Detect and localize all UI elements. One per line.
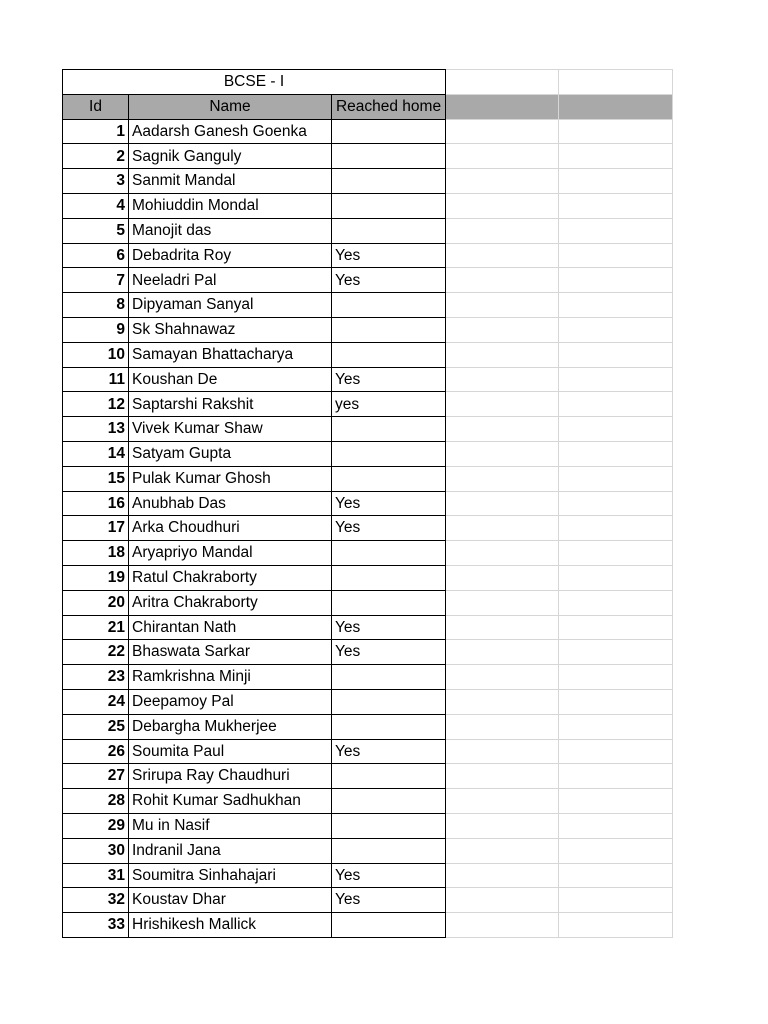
row-id: 10: [63, 342, 129, 367]
row-id: 32: [63, 888, 129, 913]
row-name: Srirupa Ray Chaudhuri: [129, 764, 332, 789]
table-row: [63, 665, 673, 690]
row-name: Ramkrishna Minji: [129, 665, 332, 690]
table-row: [63, 813, 673, 838]
empty-cell: [559, 144, 673, 169]
row-reached-home: yes: [332, 392, 446, 417]
empty-cell: [446, 491, 559, 516]
empty-cell: [559, 888, 673, 913]
row-id: 14: [63, 441, 129, 466]
row-id: 17: [63, 516, 129, 541]
empty-cell: [559, 193, 673, 218]
empty-header-cell: [446, 94, 559, 119]
table-row: [63, 317, 673, 342]
table-row: [63, 392, 673, 417]
row-name: Koushan De: [129, 367, 332, 392]
row-reached-home: [332, 441, 446, 466]
empty-cell: [446, 70, 559, 95]
empty-cell: [446, 615, 559, 640]
row-name: Hrishikesh Mallick: [129, 913, 332, 938]
row-reached-home: [332, 193, 446, 218]
empty-cell: [446, 565, 559, 590]
empty-cell: [446, 342, 559, 367]
empty-cell: [446, 714, 559, 739]
row-name: Aryapriyo Mandal: [129, 541, 332, 566]
empty-cell: [446, 838, 559, 863]
empty-cell: [559, 466, 673, 491]
row-reached-home: Yes: [332, 516, 446, 541]
empty-cell: [559, 119, 673, 144]
row-reached-home: [332, 317, 446, 342]
empty-cell: [559, 243, 673, 268]
row-name: Aadarsh Ganesh Goenka: [129, 119, 332, 144]
row-id: 25: [63, 714, 129, 739]
table-row: [63, 243, 673, 268]
row-id: 22: [63, 640, 129, 665]
row-reached-home: [332, 342, 446, 367]
table-row: [63, 367, 673, 392]
empty-cell: [446, 441, 559, 466]
table-body: [63, 70, 673, 938]
row-reached-home: [332, 466, 446, 491]
empty-cell: [446, 541, 559, 566]
column-header-id: Id: [63, 94, 129, 119]
row-id: 13: [63, 417, 129, 442]
row-reached-home: Yes: [332, 888, 446, 913]
row-name: Anubhab Das: [129, 491, 332, 516]
empty-cell: [559, 838, 673, 863]
empty-cell: [446, 417, 559, 442]
row-id: 21: [63, 615, 129, 640]
row-name: Aritra Chakraborty: [129, 590, 332, 615]
empty-cell: [446, 665, 559, 690]
header-row: [63, 94, 673, 119]
table-row: [63, 689, 673, 714]
empty-cell: [446, 144, 559, 169]
row-reached-home: Yes: [332, 640, 446, 665]
row-reached-home: [332, 764, 446, 789]
row-id: 5: [63, 218, 129, 243]
row-reached-home: [332, 218, 446, 243]
empty-cell: [446, 764, 559, 789]
empty-cell: [559, 392, 673, 417]
row-name: Dipyaman Sanyal: [129, 293, 332, 318]
row-id: 18: [63, 541, 129, 566]
row-id: 20: [63, 590, 129, 615]
row-name: Sk Shahnawaz: [129, 317, 332, 342]
empty-cell: [446, 317, 559, 342]
table-row: [63, 913, 673, 938]
row-name: Mohiuddin Mondal: [129, 193, 332, 218]
row-id: 7: [63, 268, 129, 293]
empty-cell: [446, 466, 559, 491]
row-reached-home: Yes: [332, 367, 446, 392]
row-id: 6: [63, 243, 129, 268]
table-row: [63, 888, 673, 913]
row-id: 19: [63, 565, 129, 590]
row-name: Pulak Kumar Ghosh: [129, 466, 332, 491]
row-name: Satyam Gupta: [129, 441, 332, 466]
row-id: 29: [63, 813, 129, 838]
table-row: [63, 789, 673, 814]
row-name: Chirantan Nath: [129, 615, 332, 640]
row-id: 12: [63, 392, 129, 417]
row-name: Mu in Nasif: [129, 813, 332, 838]
empty-cell: [559, 317, 673, 342]
table-row: [63, 119, 673, 144]
table-row: [63, 417, 673, 442]
row-name: Deepamoy Pal: [129, 689, 332, 714]
row-reached-home: [332, 813, 446, 838]
table-row: [63, 218, 673, 243]
table-row: [63, 590, 673, 615]
empty-cell: [559, 293, 673, 318]
column-header-reached-home: Reached home: [332, 94, 446, 119]
row-name: Sanmit Mandal: [129, 169, 332, 194]
table-row: [63, 615, 673, 640]
table-row: [63, 342, 673, 367]
row-reached-home: Yes: [332, 243, 446, 268]
row-name: Samayan Bhattacharya: [129, 342, 332, 367]
row-id: 26: [63, 739, 129, 764]
row-name: Sagnik Ganguly: [129, 144, 332, 169]
table-row: [63, 714, 673, 739]
row-id: 15: [63, 466, 129, 491]
row-id: 30: [63, 838, 129, 863]
title-row: [63, 70, 673, 95]
empty-cell: [446, 913, 559, 938]
table-title: BCSE - I: [63, 70, 446, 95]
empty-cell: [446, 640, 559, 665]
table-row: [63, 640, 673, 665]
empty-cell: [559, 541, 673, 566]
row-id: 8: [63, 293, 129, 318]
row-id: 1: [63, 119, 129, 144]
table-row: [63, 466, 673, 491]
empty-cell: [559, 590, 673, 615]
row-name: Vivek Kumar Shaw: [129, 417, 332, 442]
row-reached-home: [332, 119, 446, 144]
empty-cell: [446, 392, 559, 417]
table-row: [63, 565, 673, 590]
empty-cell: [446, 863, 559, 888]
row-reached-home: [332, 714, 446, 739]
empty-cell: [559, 764, 673, 789]
row-reached-home: [332, 144, 446, 169]
row-name: Koustav Dhar: [129, 888, 332, 913]
table-row: [63, 169, 673, 194]
row-name: Soumitra Sinhahajari: [129, 863, 332, 888]
row-id: 4: [63, 193, 129, 218]
empty-cell: [559, 615, 673, 640]
empty-cell: [559, 739, 673, 764]
row-reached-home: [332, 689, 446, 714]
empty-cell: [559, 640, 673, 665]
empty-cell: [559, 367, 673, 392]
empty-cell: [559, 342, 673, 367]
table-row: [63, 863, 673, 888]
empty-cell: [559, 268, 673, 293]
row-id: 23: [63, 665, 129, 690]
empty-cell: [559, 70, 673, 95]
empty-cell: [559, 863, 673, 888]
empty-cell: [559, 789, 673, 814]
empty-cell: [446, 119, 559, 144]
table-row: [63, 764, 673, 789]
empty-cell: [559, 913, 673, 938]
column-header-name: Name: [129, 94, 332, 119]
table-row: [63, 441, 673, 466]
empty-cell: [446, 516, 559, 541]
empty-cell: [446, 169, 559, 194]
row-id: 2: [63, 144, 129, 169]
row-reached-home: [332, 665, 446, 690]
row-reached-home: [332, 590, 446, 615]
row-id: 33: [63, 913, 129, 938]
empty-cell: [559, 665, 673, 690]
empty-cell: [446, 739, 559, 764]
row-name: Saptarshi Rakshit: [129, 392, 332, 417]
table-row: [63, 293, 673, 318]
empty-cell: [446, 689, 559, 714]
empty-cell: [446, 243, 559, 268]
student-status-table: [62, 69, 673, 938]
row-name: Indranil Jana: [129, 838, 332, 863]
row-reached-home: [332, 417, 446, 442]
row-id: 9: [63, 317, 129, 342]
empty-cell: [559, 689, 673, 714]
empty-cell: [446, 268, 559, 293]
row-reached-home: Yes: [332, 268, 446, 293]
row-id: 31: [63, 863, 129, 888]
empty-cell: [559, 565, 673, 590]
empty-cell: [559, 417, 673, 442]
empty-cell: [559, 491, 673, 516]
row-name: Debargha Mukherjee: [129, 714, 332, 739]
row-name: Arka Choudhuri: [129, 516, 332, 541]
empty-cell: [559, 813, 673, 838]
row-reached-home: Yes: [332, 863, 446, 888]
row-name: Neeladri Pal: [129, 268, 332, 293]
row-name: Soumita Paul: [129, 739, 332, 764]
row-reached-home: [332, 169, 446, 194]
row-reached-home: [332, 838, 446, 863]
row-reached-home: [332, 565, 446, 590]
row-reached-home: [332, 789, 446, 814]
empty-cell: [446, 367, 559, 392]
row-name: Manojit das: [129, 218, 332, 243]
empty-cell: [446, 813, 559, 838]
row-name: Ratul Chakraborty: [129, 565, 332, 590]
row-id: 16: [63, 491, 129, 516]
row-id: 24: [63, 689, 129, 714]
table-row: [63, 739, 673, 764]
table-row: [63, 516, 673, 541]
empty-header-cell: [559, 94, 673, 119]
table-row: [63, 491, 673, 516]
table-row: [63, 541, 673, 566]
row-reached-home: Yes: [332, 739, 446, 764]
row-id: 27: [63, 764, 129, 789]
table-row: [63, 193, 673, 218]
row-reached-home: Yes: [332, 615, 446, 640]
empty-cell: [446, 193, 559, 218]
row-reached-home: [332, 913, 446, 938]
empty-cell: [446, 590, 559, 615]
row-reached-home: [332, 293, 446, 318]
table-row: [63, 144, 673, 169]
row-id: 28: [63, 789, 129, 814]
empty-cell: [559, 218, 673, 243]
row-id: 11: [63, 367, 129, 392]
row-reached-home: Yes: [332, 491, 446, 516]
empty-cell: [559, 169, 673, 194]
row-name: Bhaswata Sarkar: [129, 640, 332, 665]
table-row: [63, 268, 673, 293]
empty-cell: [559, 441, 673, 466]
table-row: [63, 838, 673, 863]
row-reached-home: [332, 541, 446, 566]
empty-cell: [559, 516, 673, 541]
empty-cell: [446, 789, 559, 814]
empty-cell: [446, 293, 559, 318]
row-name: Debadrita Roy: [129, 243, 332, 268]
empty-cell: [559, 714, 673, 739]
empty-cell: [446, 218, 559, 243]
row-id: 3: [63, 169, 129, 194]
row-name: Rohit Kumar Sadhukhan: [129, 789, 332, 814]
empty-cell: [446, 888, 559, 913]
